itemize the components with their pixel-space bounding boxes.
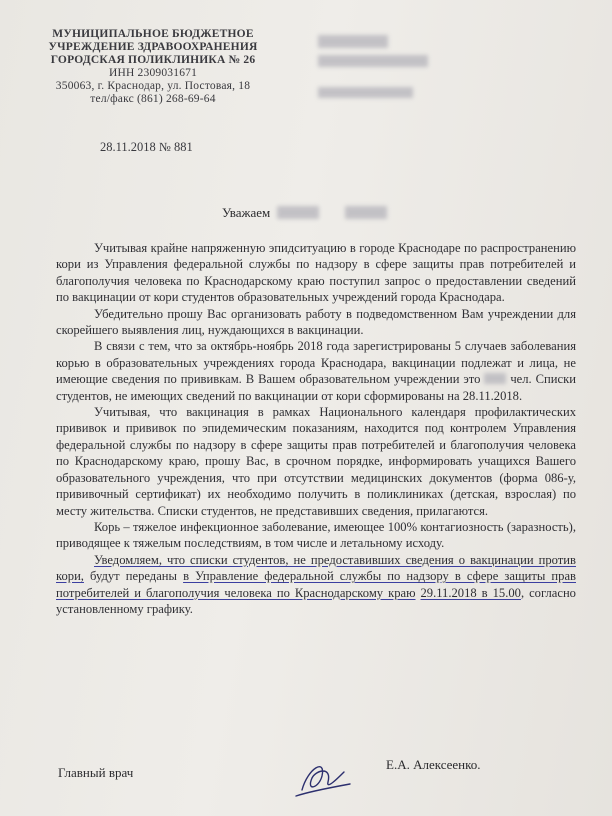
paragraph-5: Корь – тяжелое инфекционное заболевание, имеющее 100% контагиозность (заразность), приводящее к тяжелым последствиям, в том числе и летальному исходу. (56, 519, 576, 551)
redacted-addressee (318, 35, 438, 105)
signatory-position: Главный врач (58, 765, 134, 780)
paragraph-2: Убедительно прошу Вас организовать работу в подведомственном Вам учреждении для скорейшего выявления лиц, нуждающихся в вакцинации. (56, 306, 576, 338)
p6-mid-1: будут переданы (83, 569, 184, 584)
org-line-1: МУНИЦИПАЛЬНОЕ БЮДЖЕТНОЕ (52, 28, 254, 40)
paragraph-1: Учитывая крайне напряженную эпидситуацию в городе Краснодаре по распространению кори из Управления федеральной службы по надзору в сфере защиты прав потребителей и благополучия человека по Краснодарскому краю поступил запрос о предоставлении сведений по вакцинации от кори студентов образовательных учреждений города Краснодара. (56, 241, 576, 305)
underlined-agency: в Управление федеральной службы по надзору в сфере защиты прав потребителей и благополучия человека по Краснодарскому краю (56, 569, 576, 600)
paragraph-6 (56, 552, 576, 618)
redacted-name-2 (345, 206, 387, 219)
paragraph-3 (56, 338, 576, 404)
redacted-count (484, 373, 506, 384)
p6-end: , согласно установленному графику. (56, 585, 576, 616)
org-line-3: ГОРОДСКАЯ ПОЛИКЛИНИКА № 26 (50, 54, 256, 66)
phone-fax: тел/факс (861) 268-69-64 (90, 93, 216, 105)
underlined-notice: Уведомляем, что списки студентов, не предоставивших сведения о вакцинации против кори, (56, 552, 576, 584)
underlined-deadline: 29.11.2018 в 15.00 (420, 585, 521, 600)
inn: ИНН 2309031671 (108, 67, 198, 79)
date-and-number: 28.11.2018 № 881 (100, 140, 193, 154)
greeting (222, 205, 387, 221)
signature-icon (288, 748, 358, 803)
letterhead (28, 28, 278, 106)
signatory-name: Е.А. Алексеенко. (386, 757, 481, 772)
paragraph-4: Учитывая, что вакцинация в рамках Национального календаря профилактических прививок и прививок по эпидемическим показаниям, находится под контролем Управления федеральной службы по надзору в сфере защиты прав потребителей и благополучия человека по Краснодарскому краю, прошу Вас, в срочном порядке, информировать учащихся Вашего образовательного учреждения, что при отсутствии медицинских документов (форма 086-у, прививочный сертификат) их необходимо получить в поликлиниках (детская, взрослая) по месту жительства. Списки студентов, не представивших сведения, прилагаются. (56, 405, 576, 518)
org-line-2: УЧРЕЖДЕНИЕ ЗДРАВООХРАНЕНИЯ (48, 41, 258, 53)
paragraph-3-end: чел. Списки студентов, не имеющих сведений по вакцинации от кори сформированы на 28.11.2018. (56, 372, 576, 403)
letter-body (56, 240, 576, 617)
greeting-word: Уважаем (222, 205, 271, 220)
address: 350063, г. Краснодар, ул. Постовая, 18 (55, 80, 251, 92)
redacted-name-1 (277, 206, 319, 219)
paragraph-3-start: В связи с тем, что за октябрь-ноябрь 2018 года зарегистрированы 5 случаев заболевания корью в образовательных учреждениях города Краснодара, вакцинации подлежат и лица, не имеющие сведения по прививкам. В Вашем образовательном учреждении это (56, 339, 576, 387)
